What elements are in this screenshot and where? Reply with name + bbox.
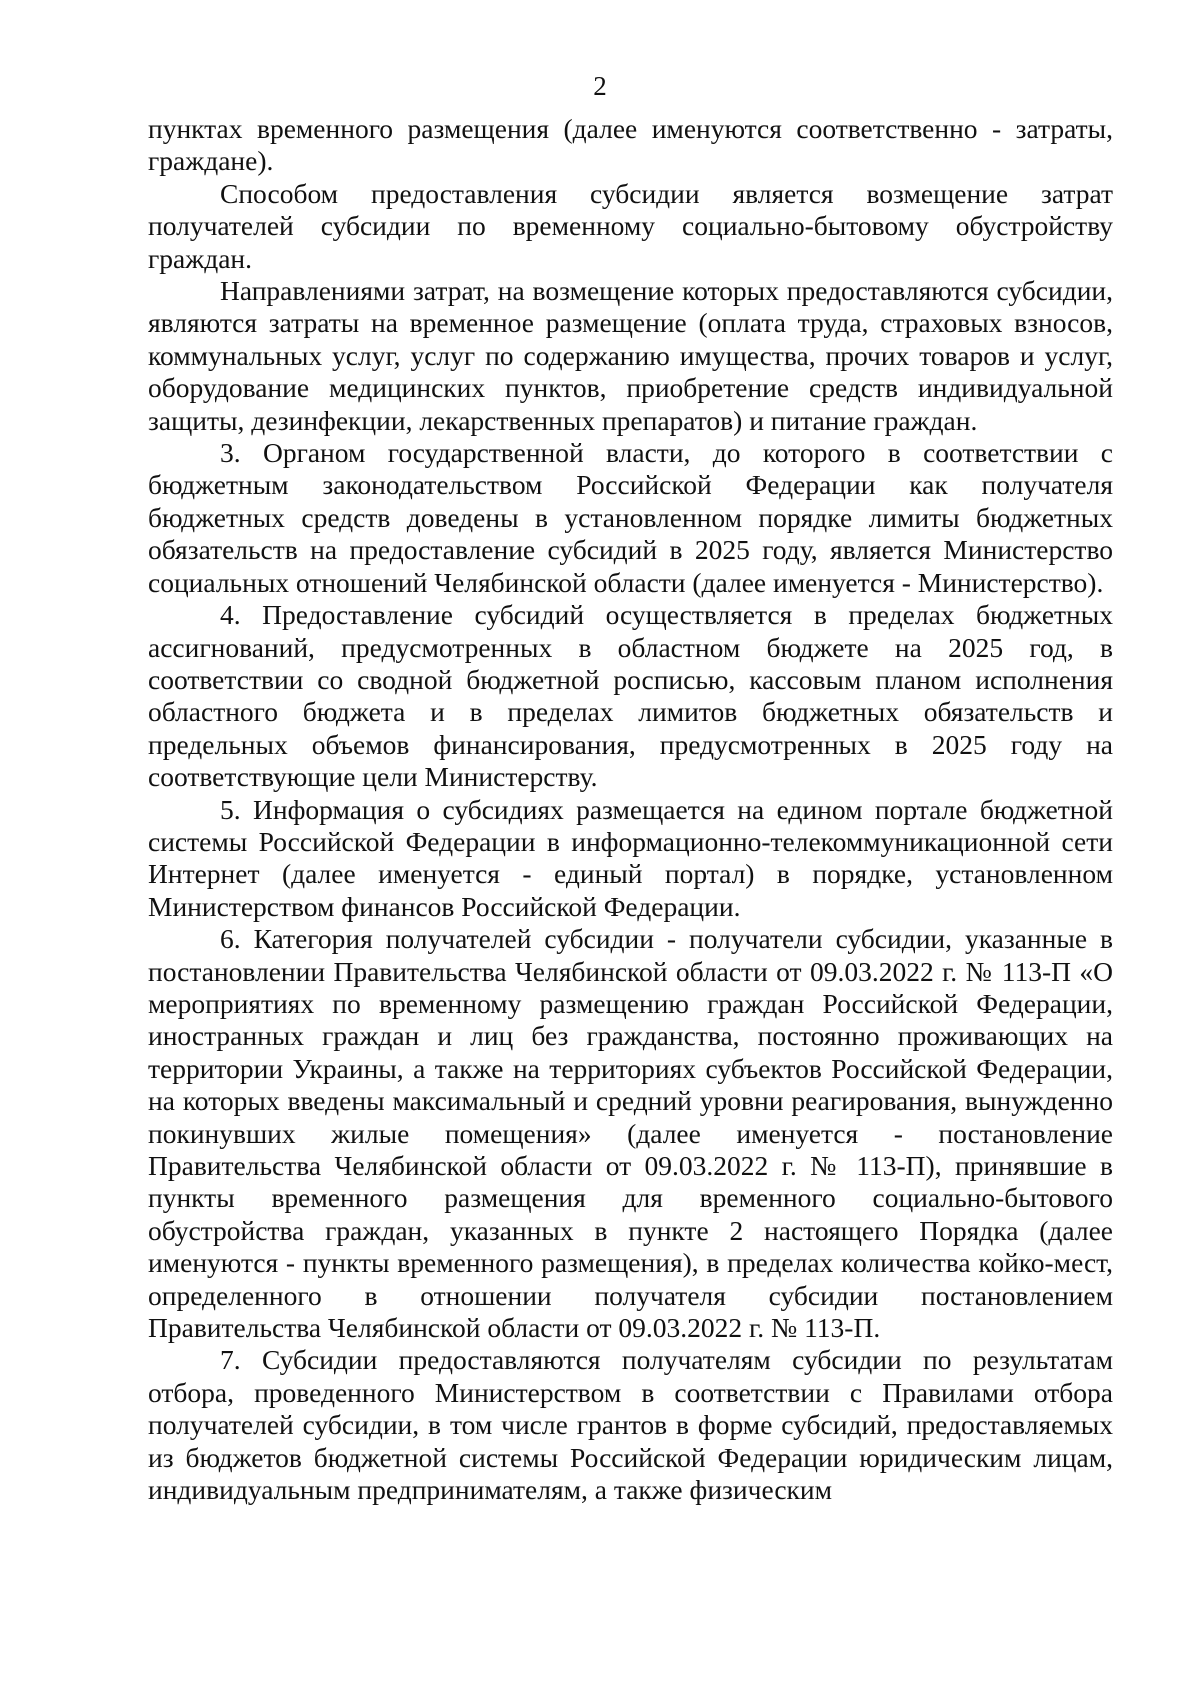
document-body: [148, 113, 1113, 1506]
paragraph-item-5: 5. Информация о субсидиях размещается на едином портале бюджетной системы Российской Федерации в информационно-телекоммуникационной сети Интернет (далее именуется - единый портал) в порядке, установленном Министерством финансов Российской Федерации.: [148, 793, 1113, 922]
paragraph-subsidy-method: Способом предоставления субсидии является возмещение затрат получателей субсидии по временному социально-бытовому обустройству граждан.: [148, 177, 1113, 274]
page-number: 2: [593, 71, 607, 101]
paragraph-item-4: 4. Предоставление субсидий осуществляется в пределах бюджетных ассигнований, предусмотренных в областном бюджете на 2025 год, в соответствии со сводной бюджетной росписью, кассовым планом исполнения областного бюджета и в пределах лимитов бюджетных обязательств и предельных объемов финансирования, предусмотренных в 2025 году на соответствующие цели Министерству.: [148, 599, 1113, 793]
paragraph-item-6: 6. Категория получателей субсидии - получатели субсидии, указанные в постановлении Правительства Челябинской области от 09.03.2022 г. № 113-П «О мероприятиях по временному размещению граждан Российской Федерации, иностранных граждан и лиц без гражданства, постоянно проживающих на территории Украины, а также на территориях субъектов Российской Федерации, на которых введены максимальный и средний уровни реагирования, вынужденно покинувших жилые помещения» (далее именуется - постановление Правительства Челябинской области от 09.03.2022 г. № 113-П), принявшие в пункты временного размещения для временного социально-бытового обустройства граждан, указанных в пункте 2 настоящего Порядка (далее именуются - пункты временного размещения), в пределах количества койко-мест, определенного в отношении получателя субсидии постановлением Правительства Челябинской области от 09.03.2022 г. № 113-П.: [148, 923, 1113, 1344]
paragraph-cost-directions: Направлениями затрат, на возмещение которых предоставляются субсидии, являются затраты на временное размещение (оплата труда, страховых взносов, коммунальных услуг, услуг по содержанию имущества, прочих товаров и услуг, оборудование медицинских пунктов, приобретение средств индивидуальной защиты, дезинфекции, лекарственных препаратов) и питание граждан.: [148, 275, 1113, 436]
paragraph-item-3: 3. Органом государственной власти, до которого в соответствии с бюджетным законодательством Российской Федерации как получателя бюджетных средств доведены в установленном порядке лимиты бюджетных обязательств на предоставление субсидий в 2025 году, является Министерство социальных отношений Челябинской области (далее именуется - Министерство).: [148, 437, 1113, 598]
paragraph-item-7: 7. Субсидии предоставляются получателям субсидии по результатам отбора, проведенного Министерством в соответствии с Правилами отбора получателей субсидии, в том числе грантов в форме субсидий, предоставляемых из бюджетов бюджетной системы Российской Федерации юридическим лицам, индивидуальным предпринимателям, а также физическим: [148, 1344, 1113, 1506]
paragraph-continuation: пунктах временного размещения (далее именуются соответственно - затраты, граждане).: [148, 113, 1113, 177]
